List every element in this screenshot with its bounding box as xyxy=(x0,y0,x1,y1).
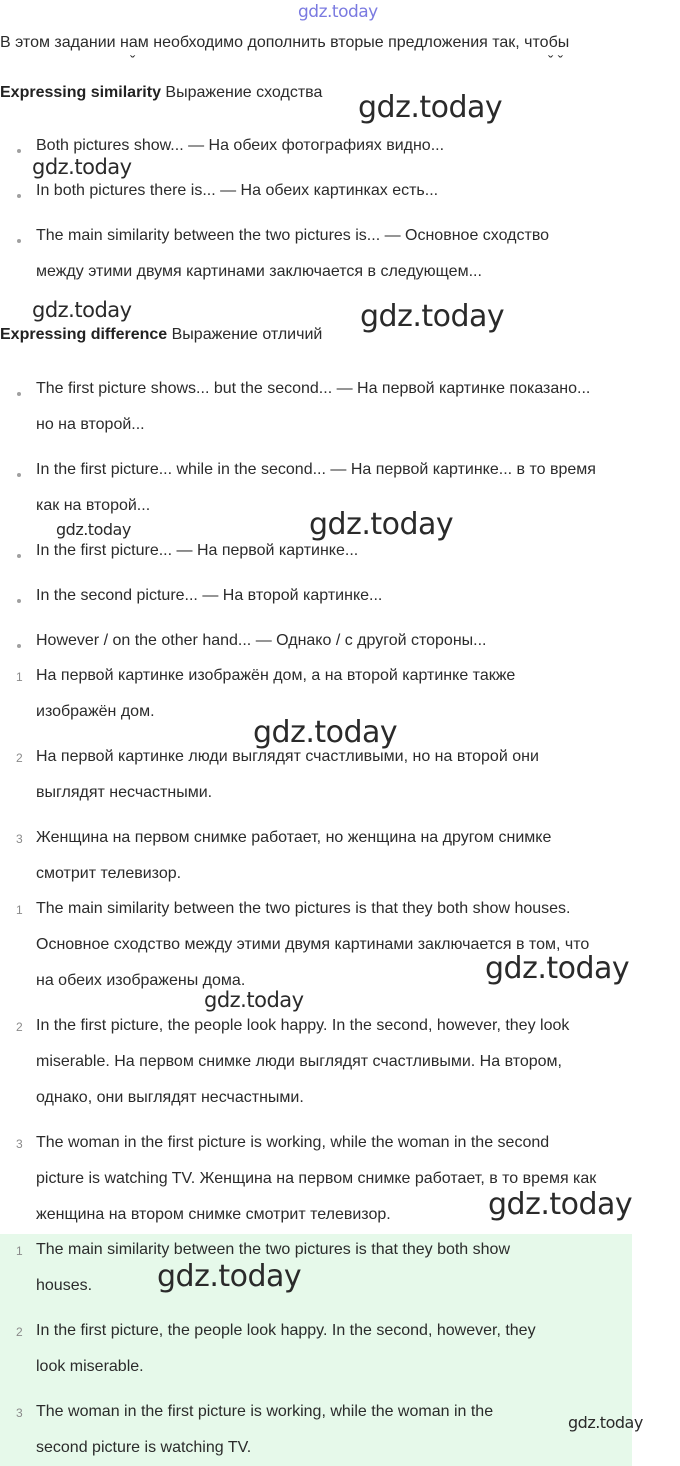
difference-heading-en: Expressing difference xyxy=(0,326,168,343)
list-item: However / on the other hand... — Однако / с другой стороны... xyxy=(36,632,487,649)
item-number: 3 xyxy=(16,832,23,846)
list-item: Both pictures show... — На обеих фотографиях видно... xyxy=(36,137,445,154)
list-item: In the first picture, the people look happy. In the second, however, they look xyxy=(36,1017,570,1034)
difference-heading xyxy=(0,326,322,344)
list-item-continuation: смотрит телевизор. xyxy=(36,865,182,882)
watermark: gdz.today xyxy=(56,520,131,539)
similarity-heading-ru: Выражение сходства xyxy=(165,84,323,101)
bullet-icon xyxy=(17,239,21,243)
intro-text: В этом задании нам необходимо дополнить вторые предложения так, чтобы xyxy=(0,34,570,51)
item-number: 1 xyxy=(16,903,23,917)
list-item-continuation: на обеих изображены дома. xyxy=(36,972,246,989)
watermark: gdz.today xyxy=(253,715,398,750)
item-number: 2 xyxy=(16,1325,23,1339)
similarity-heading-en: Expressing similarity xyxy=(0,84,161,101)
bullet-icon xyxy=(17,194,21,198)
list-item: The first picture shows... but the second... — На первой картинке показано... xyxy=(36,380,591,397)
item-number: 2 xyxy=(16,751,23,765)
list-item: На первой картинке люди выглядят счастливыми, но на второй они xyxy=(36,748,539,765)
watermark: gdz.today xyxy=(360,299,505,334)
bullet-icon xyxy=(17,149,21,153)
list-item: In the first picture... — На первой картинке... xyxy=(36,542,359,559)
list-item: The woman in the first picture is working, while the woman in the second xyxy=(36,1134,550,1151)
list-item-continuation: как на второй... xyxy=(36,497,151,514)
item-number: 3 xyxy=(16,1137,23,1151)
difference-heading-ru: Выражение отличий xyxy=(171,326,323,343)
watermark: gdz.today xyxy=(32,155,132,179)
bullet-icon xyxy=(17,599,21,603)
watermark: gdz.today xyxy=(157,1259,302,1294)
cutoff-line: ˇ ˇ ˇ xyxy=(130,54,564,71)
list-item-continuation: выглядят несчастными. xyxy=(36,784,213,801)
list-item: In both pictures there is... — На обеих картинках есть... xyxy=(36,182,439,199)
list-item-continuation: second picture is watching TV. xyxy=(36,1439,252,1456)
list-item: The main similarity between the two pictures is that they both show houses. xyxy=(36,900,571,917)
list-item-continuation: однако, они выглядят несчастными. xyxy=(36,1089,304,1106)
list-item-continuation: Основное сходство между этими двумя картинами заключается в том, что xyxy=(36,936,590,953)
item-number: 1 xyxy=(16,1244,23,1258)
list-item-continuation: miserable. На первом снимке люди выглядят счастливыми. На втором, xyxy=(36,1053,562,1070)
list-item: The main similarity between the two pictures is... — Основное сходство xyxy=(36,227,550,244)
list-item: In the second picture... — На второй картинке... xyxy=(36,587,383,604)
bullet-icon xyxy=(17,473,21,477)
list-item: The woman in the first picture is working, while the woman in the xyxy=(36,1403,494,1420)
list-item-continuation: женщина на втором снимке смотрит телевизор. xyxy=(36,1206,391,1223)
watermark: gdz.today xyxy=(488,1187,633,1222)
list-item: In the first picture... while in the second... — На первой картинке... в то время xyxy=(36,461,596,478)
item-number: 1 xyxy=(16,670,23,684)
bullet-icon xyxy=(17,644,21,648)
watermark: gdz.today xyxy=(32,298,132,322)
list-item-continuation: изображён дом. xyxy=(36,703,155,720)
bullet-icon xyxy=(17,392,21,396)
list-item-continuation: houses. xyxy=(36,1277,93,1294)
watermark: gdz.today xyxy=(204,988,304,1012)
list-item-continuation: между этими двумя картинами заключается в следующем... xyxy=(36,263,482,280)
list-item: Женщина на первом снимке работает, но женщина на другом снимке xyxy=(36,829,552,846)
list-item-continuation: но на второй... xyxy=(36,416,145,433)
list-item-continuation: look miserable. xyxy=(36,1358,144,1375)
list-item-continuation: picture is watching TV. Женщина на первом снимке работает, в то время как xyxy=(36,1170,597,1187)
list-item: На первой картинке изображён дом, а на второй картинке также xyxy=(36,667,516,684)
top-watermark: gdz.today xyxy=(298,2,378,22)
watermark: gdz.today xyxy=(568,1413,643,1432)
watermark: gdz.today xyxy=(358,90,503,125)
list-item: The main similarity between the two pictures is that they both show xyxy=(36,1241,510,1258)
item-number: 2 xyxy=(16,1020,23,1034)
answer-highlight xyxy=(0,1234,632,1466)
watermark: gdz.today xyxy=(309,507,454,542)
similarity-heading xyxy=(0,84,322,102)
watermark: gdz.today xyxy=(485,951,630,986)
bullet-icon xyxy=(17,554,21,558)
list-item: In the first picture, the people look happy. In the second, however, they xyxy=(36,1322,536,1339)
item-number: 3 xyxy=(16,1406,23,1420)
